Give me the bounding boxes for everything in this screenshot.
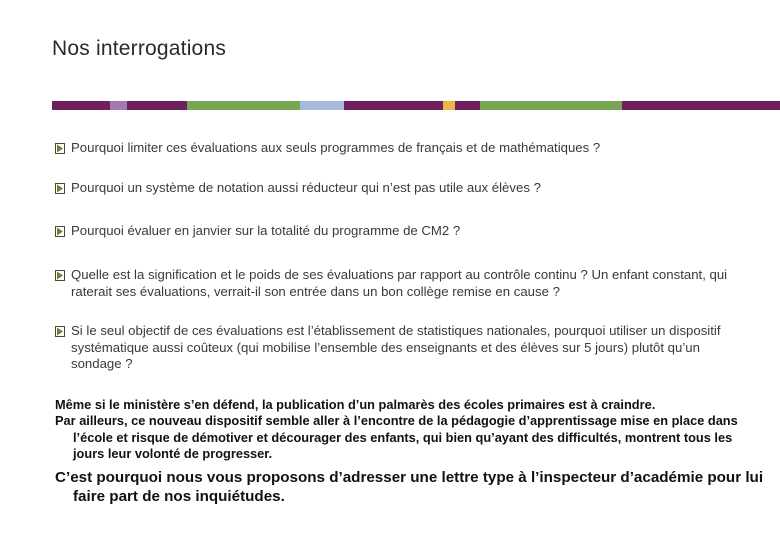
stripe-segment-green <box>480 101 622 110</box>
stripe-segment-purple <box>52 101 110 110</box>
arrow-bullet-icon <box>55 183 65 194</box>
stripe-segment-purple <box>344 101 443 110</box>
decorative-color-stripe <box>52 101 780 110</box>
question-text: Pourquoi limiter ces évaluations aux seuls programmes de français et de mathématiques ? <box>71 140 601 155</box>
statement-pedagogy-concern: Par ailleurs, ce nouveau dispositif semble aller à l’encontre de la pédagogie d’apprentissage mise en place dans l’école et risque de démotiver et décourager des enfants, qui bien qu’ayant des difficultés, montrent tous les jours leur volonté de progresser. <box>55 413 738 461</box>
list-item <box>55 323 751 373</box>
list-item <box>55 140 751 157</box>
question-text: Quelle est la signification et le poids de ses évaluations par rapport au contrôle continu ? Un enfant constant, qui raterait ses évaluations, verrait-il son entrée dans un bon collège remise en cause ? <box>71 267 728 299</box>
stripe-segment-purple <box>622 101 780 110</box>
stripe-segment-gold <box>443 101 455 110</box>
arrow-bullet-icon <box>55 143 65 154</box>
arrow-bullet-icon <box>55 270 65 281</box>
statement-block <box>55 397 745 462</box>
slide-title: Nos interrogations <box>52 37 227 60</box>
list-item <box>55 180 751 197</box>
stripe-segment-purple <box>455 101 480 110</box>
stripe-segment-green <box>187 101 300 110</box>
statement-ranking-risk: Même si le ministère s’en défend, la publication d’un palmarès des écoles primaires est à craindre. <box>55 397 656 412</box>
stripe-segment-lilac <box>110 101 127 110</box>
stripe-segment-light-blue <box>300 101 344 110</box>
closing-statement: C’est pourquoi nous vous proposons d’adresser une lettre type à l’inspecteur d’académie pour lui faire part de nos inquiétudes. <box>55 469 764 505</box>
question-text: Pourquoi évaluer en janvier sur la totalité du programme de CM2 ? <box>71 223 461 238</box>
arrow-bullet-icon <box>55 226 65 237</box>
stripe-segment-purple <box>127 101 187 110</box>
list-item <box>55 223 751 240</box>
question-text: Pourquoi un système de notation aussi réducteur qui n’est pas utile aux élèves ? <box>71 180 541 195</box>
arrow-bullet-icon <box>55 326 65 337</box>
question-text: Si le seul objectif de ces évaluations est l’établissement de statistiques nationales, pourquoi utiliser un dispositif systématique aussi coûteux (qui mobilise l’ensemble des enseignants et des élèves sur 5 jours) plutôt qu’un sondage ? <box>71 323 721 371</box>
list-item <box>55 267 751 300</box>
